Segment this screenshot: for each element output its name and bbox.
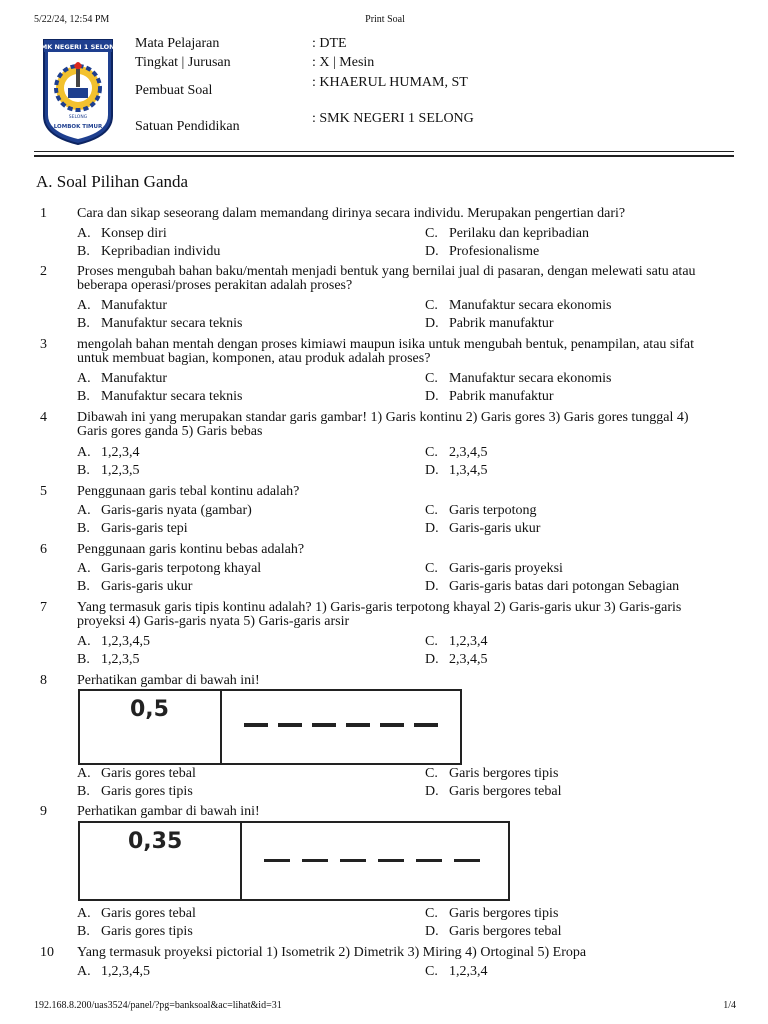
option-4d[interactable] [425,464,488,478]
dash-segment [340,859,366,862]
option-text: 1,2,3,5 [101,652,140,667]
question-number: 8 [40,673,47,688]
meta-subject-label: Mata Pelajaran [135,36,220,51]
page-number: 1/4 [723,1000,736,1011]
question-text: Proses mengubah bahan baku/mentah menjadi bentuk yang bernilai jual di pasaran, dengan melewati satu atau beberapa operasi/proses perakitan adalah proses? [77,264,696,293]
print-date: 5/22/24, 12:54 PM [34,14,110,25]
question-text: Perhatikan gambar di bawah ini! [77,673,260,688]
option-key: A. [77,766,91,781]
option-text: Garis gores tipis [101,784,193,799]
option-text: Kepribadian individu [101,244,221,259]
meta-school-label: Satuan Pendidikan [135,119,240,134]
option-key: A. [77,964,91,979]
option-text: Manufaktur [101,298,168,313]
meta-grade-value: : X | Mesin [312,55,375,70]
option-key: C. [425,906,438,921]
option-8c[interactable] [425,767,558,781]
dash-segment [312,723,336,727]
option-key: C. [425,503,438,518]
option-3c[interactable] [425,372,612,386]
option-text: 2,3,4,5 [449,445,488,460]
option-text: Pabrik manufaktur [449,389,554,404]
option-1b[interactable] [77,245,220,259]
question-number: 4 [40,410,47,425]
option-text: 1,3,4,5 [449,463,488,478]
dash-segment [264,859,290,862]
dash-segment [278,723,302,727]
option-text: 1,2,3,4,5 [101,634,150,649]
dash-segment [346,723,370,727]
figure-label-cell [80,823,242,899]
question-text: Penggunaan garis tebal kontinu adalah? [77,484,300,499]
dash-segment [454,859,480,862]
question-number: 5 [40,484,47,499]
option-text: Garis-garis nyata (gambar) [101,503,252,518]
option-text: Garis-garis ukur [101,579,193,594]
option-text: Garis-garis ukur [449,521,541,536]
question-number: 3 [40,337,47,352]
logo-top-text: SMK NEGERI 1 SELONG [40,43,116,51]
meta-grade-label: Tingkat | Jurusan [135,55,231,70]
option-1c[interactable] [425,227,589,241]
option-key: B. [77,389,90,404]
option-9c[interactable] [425,907,558,921]
option-text: Garis-garis proyeksi [449,561,563,576]
option-5c[interactable] [425,504,536,518]
option-2c[interactable] [425,299,612,313]
option-4a[interactable] [77,446,140,460]
option-2b[interactable] [77,317,243,331]
option-key: D. [425,784,439,799]
option-text: Garis-garis tepi [101,521,188,536]
option-1d[interactable] [425,245,539,259]
option-5d[interactable] [425,522,540,536]
question-text: Dibawah ini yang merupakan standar garis gambar! 1) Garis kontinu 2) Garis gores 3) Garis gores tunggal 4) Garis gores ganda 5) Garis bebas [77,410,689,439]
option-2d[interactable] [425,317,554,331]
option-6d[interactable] [425,580,679,594]
option-7d[interactable] [425,653,488,667]
figure-label: 0,35 [128,829,183,854]
option-key: D. [425,316,439,331]
option-key: A. [77,445,91,460]
option-text: 1,2,3,4 [101,445,140,460]
option-text: 1,2,3,4 [449,634,488,649]
option-2a[interactable] [77,299,167,313]
option-text: Manufaktur secara ekonomis [449,298,612,313]
header-divider-thin [34,151,734,152]
option-text: Konsep diri [101,226,167,241]
figure-label-cell [80,691,222,763]
option-text: Manufaktur [101,371,168,386]
option-text: Garis gores tebal [101,766,196,781]
question-number: 1 [40,206,47,221]
question-text: Cara dan sikap seseorang dalam memandang dirinya secara individu. Merupakan pengertian dari? [77,206,626,221]
option-5b[interactable] [77,522,188,536]
option-key: C. [425,371,438,386]
option-text: 2,3,4,5 [449,652,488,667]
option-key: C. [425,298,438,313]
dash-segment [380,723,404,727]
option-text: Garis gores tebal [101,906,196,921]
option-key: C. [425,964,438,979]
option-8b[interactable] [77,785,193,799]
option-key: C. [425,634,438,649]
line-figure-q9 [78,821,510,901]
option-key: B. [77,316,90,331]
question-number: 10 [40,945,54,960]
header-divider-thick [34,155,734,157]
line-figure-q8 [78,689,462,765]
option-key: B. [77,579,90,594]
question-text: Penggunaan garis kontinu bebas adalah? [77,542,305,557]
option-6a[interactable] [77,562,261,576]
option-1a[interactable] [77,227,167,241]
dash-segment [378,859,404,862]
option-5a[interactable] [77,504,252,518]
option-key: B. [77,652,90,667]
option-key: D. [425,652,439,667]
option-10c[interactable] [425,965,488,979]
print-footer [34,1000,736,1012]
option-text: Garis bergores tebal [449,924,562,939]
option-text: Garis bergores tebal [449,784,562,799]
option-9b[interactable] [77,925,193,939]
option-8a[interactable] [77,767,196,781]
option-6b[interactable] [77,580,192,594]
option-6c[interactable] [425,562,563,576]
option-9a[interactable] [77,907,196,921]
option-8d[interactable] [425,785,561,799]
option-text: Garis bergores tipis [449,906,559,921]
option-key: C. [425,226,438,241]
section-title: A. Soal Pilihan Ganda [36,172,189,191]
option-9d[interactable] [425,925,561,939]
option-key: A. [77,906,91,921]
option-key: D. [425,521,439,536]
option-key: C. [425,445,438,460]
meta-author-label: Pembuat Soal [135,83,213,98]
option-key: A. [77,226,91,241]
option-key: B. [77,463,90,478]
option-key: D. [425,579,439,594]
option-key: D. [425,924,439,939]
dash-segment [416,859,442,862]
option-key: A. [77,634,91,649]
option-text: 1,2,3,4,5 [101,964,150,979]
option-text: Manufaktur secara ekonomis [449,371,612,386]
meta-author-value: : KHAERUL HUMAM, ST [312,75,468,90]
option-text: 1,2,3,4 [449,964,488,979]
option-text: 1,2,3,5 [101,463,140,478]
option-key: B. [77,521,90,536]
option-key: A. [77,371,91,386]
option-text: Garis-garis terpotong khayal [101,561,262,576]
logo-bottom-text: LOMBOK TIMUR [53,124,103,130]
option-key: B. [77,784,90,799]
question-number: 7 [40,600,47,615]
option-4b[interactable] [77,464,140,478]
print-header [34,14,736,28]
option-text: Garis terpotong [449,503,537,518]
footer-url: 192.168.8.200/uas3524/panel/?pg=banksoal&ac=lihat&id=31 [34,1000,282,1011]
option-7a[interactable] [77,635,150,649]
option-text: Perilaku dan kepribadian [449,226,589,241]
option-key: C. [425,766,438,781]
option-key: D. [425,463,439,478]
option-key: A. [77,561,91,576]
option-key: C. [425,561,438,576]
meta-school-value: : SMK NEGERI 1 SELONG [312,111,474,126]
option-text: Pabrik manufaktur [449,316,554,331]
logo-middle-text: SELONG [68,115,88,120]
option-text: Garis bergores tipis [449,766,559,781]
option-text: Garis-garis batas dari potongan Sebagian [449,579,680,594]
meta-subject-value: : DTE [312,36,347,51]
option-7c[interactable] [425,635,488,649]
option-key: B. [77,924,90,939]
question-number: 2 [40,264,47,279]
question-text: Yang termasuk garis tipis kontinu adalah? 1) Garis-garis terpotong khayal 2) Garis-garis ukur 3) Garis-garis proyeksi 4) Garis-garis nyata 5) Garis-garis arsir [77,600,682,629]
option-text: Garis gores tipis [101,924,193,939]
question-number: 6 [40,542,47,557]
option-text: Profesionalisme [449,244,540,259]
option-3a[interactable] [77,372,167,386]
option-10a[interactable] [77,965,150,979]
option-text: Manufaktur secara teknis [101,316,243,331]
print-title: Print Soal [365,14,405,25]
option-key: B. [77,244,90,259]
question-text: Perhatikan gambar di bawah ini! [77,804,260,819]
option-key: A. [77,503,91,518]
option-key: D. [425,389,439,404]
dash-segment [414,723,438,727]
option-3b[interactable] [77,390,243,404]
question-text: Yang termasuk proyeksi pictorial 1) Isometrik 2) Dimetrik 3) Miring 4) Ortoginal 5) Eropa [77,945,587,960]
option-3d[interactable] [425,390,554,404]
figure-label: 0,5 [130,697,169,722]
school-logo [40,36,116,146]
option-4c[interactable] [425,446,488,460]
dash-segment [302,859,328,862]
question-number: 9 [40,804,47,819]
dash-segment [244,723,268,727]
option-key: D. [425,244,439,259]
question-text: mengolah bahan mentah dengan proses kimiawi maupun isika untuk mengubah bentuk, penampilan, atau sifat untuk membuat bagian, komponen, atau produk adalah proses? [77,337,695,366]
option-key: A. [77,298,91,313]
option-text: Manufaktur secara teknis [101,389,243,404]
option-7b[interactable] [77,653,140,667]
